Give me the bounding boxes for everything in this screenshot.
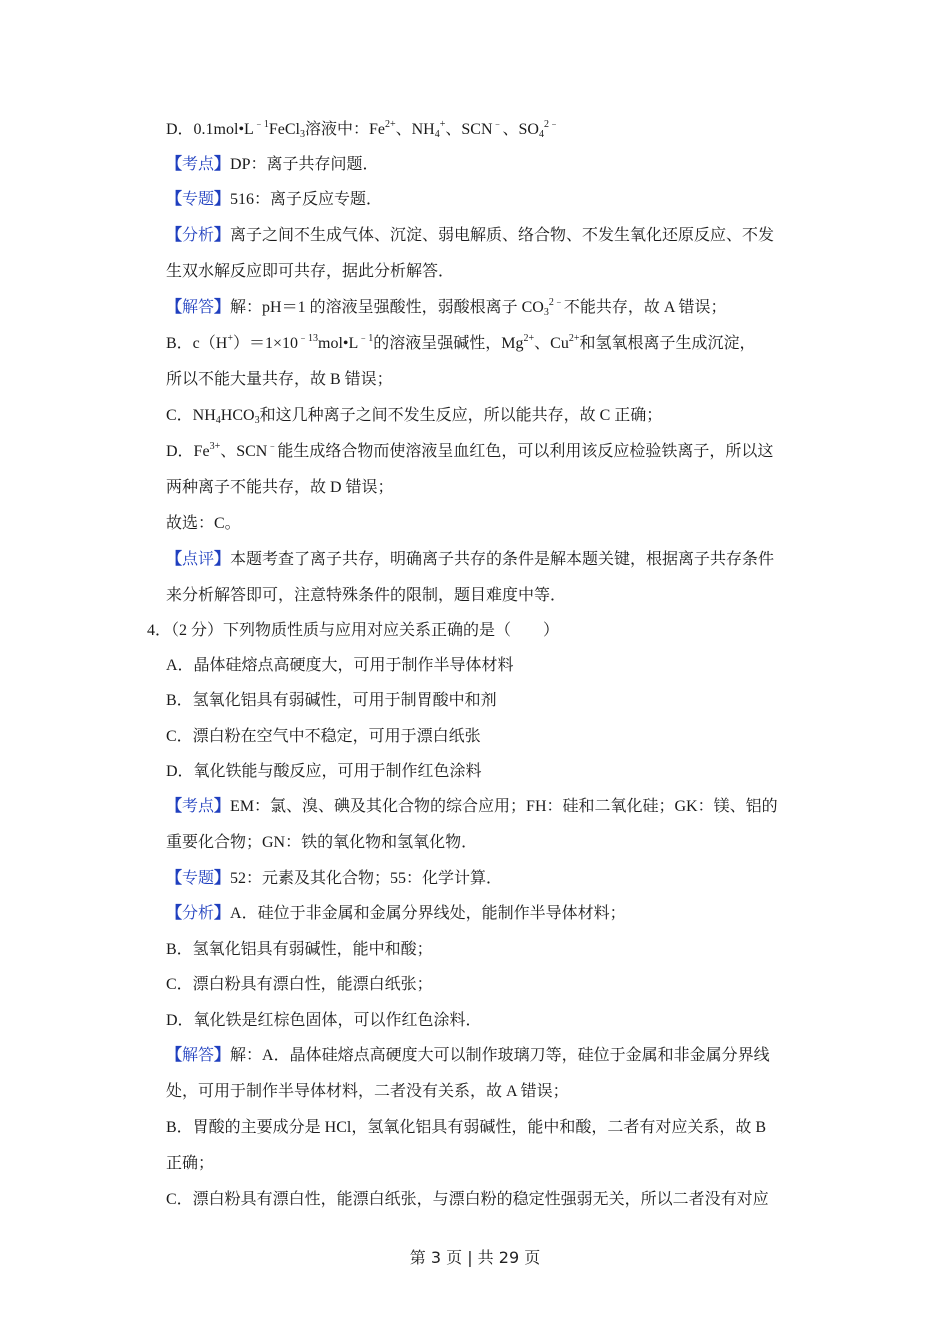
q4-fenxi: 【分析】A．硅位于非金属和金属分界线处，能制作半导体材料； [166, 905, 626, 922]
q3-option-d: D．$0.1mol•L^{﹣1}FeCl_3$溶液中：$Fe^{2+}$、$NH_4^+$、SCN﹣、$SO_4^{2﹣}$ [166, 119, 559, 140]
q4-option-a: A．晶体硅熔点高硬度大，可用于制作半导体材料 [166, 657, 514, 674]
q4-fenxi-c: C．漂白粉具有漂白性，能漂白纸张； [166, 976, 433, 993]
q3-jieda: 【解答】解：pH＝1 的溶液呈强酸性，弱酸根离子 $CO_3^{2﹣}$不能共存，故 A 错误； [166, 297, 727, 318]
page-footer: 第 3 页 | 共 29 页 [409, 1248, 541, 1267]
q4-jieda-a-cont: 处，可用于制作半导体材料，二者没有关系，故 A 错误； [166, 1083, 569, 1100]
q3-jieda-d-cont: 两种离子不能共存，故 D 错误； [166, 479, 394, 496]
label-dianping: 【点评】 [166, 551, 231, 568]
q3-kaodian: 【考点】DP：离子共存问题． [166, 156, 379, 173]
q3-zhuanti: 【专题】516：离子反应专题． [166, 191, 383, 208]
label-zhuanti: 【专题】 [166, 191, 231, 208]
q3-dianping-cont: 来分析解答即可，注意特殊条件的限制，题目难度中等． [166, 587, 567, 604]
label-fenxi: 【分析】 [166, 227, 231, 244]
label-jieda: 【解答】 [166, 299, 231, 316]
q4-kaodian-cont: 重要化合物；GN：铁的氧化物和氢氧化物． [166, 834, 478, 851]
q3-dianping: 【点评】本题考查了离子共存，明确离子共存的条件是解本题关键，根据离子共存条件 [166, 551, 775, 568]
q3-jieda-c: C．$NH_4HCO_3$和这几种离子之间不发生反应，所以能共存，故 C 正确； [166, 407, 663, 426]
q4-zhuanti: 【专题】52：元素及其化合物；55：化学计算． [166, 870, 503, 887]
q4-stem: 4．（2 分）下列物质性质与应用对应关系正确的是（ ） [147, 622, 560, 639]
q4-jieda-b-cont: 正确； [166, 1155, 215, 1172]
q4-jieda-c: C．漂白粉具有漂白性，能漂白纸张，与漂白粉的稳定性强弱无关，所以二者没有对应 [166, 1191, 769, 1208]
q4-option-d: D．氧化铁能与酸反应，可用于制作红色涂料 [166, 763, 482, 780]
q3-answer: 故选：C。 [166, 515, 241, 532]
q4-kaodian: 【考点】EM：氯、溴、碘及其化合物的综合应用；FH：硅和二氧化硅；GK：镁、铝的 [166, 798, 778, 815]
q3-fenxi-cont: 生双水解反应即可共存，据此分析解答． [166, 263, 455, 280]
q4-option-b: B．氢氧化铝具有弱碱性，可用于制胃酸中和剂 [166, 692, 497, 709]
q3-jieda-b-cont: 所以不能大量共存，故 B 错误； [166, 371, 393, 388]
label-zhuanti: 【专题】 [166, 870, 231, 887]
q4-jieda: 【解答】解：A．晶体硅熔点高硬度大可以制作玻璃刀等，硅位于金属和非金属分界线 [166, 1047, 770, 1064]
q4-jieda-b: B．胃酸的主要成分是 HCl，氢氧化铝具有弱碱性，能中和酸，二者有对应关系，故 B [166, 1119, 767, 1136]
label-kaodian: 【考点】 [166, 156, 231, 173]
q3-jieda-d: D．$Fe^{3+}$、SCN﹣能生成络合物而使溶液呈血红色，可以利用该反应检验铁离子，所以这 [166, 441, 774, 460]
q4-fenxi-b: B．氢氧化铝具有弱碱性，能中和酸； [166, 941, 433, 958]
q3-jieda-b: B．$c(H^+)=1\times 10^{﹣13}mol•L^{﹣1}$的溶液呈强碱性，$Mg^{2+}$、$Cu^{2+}$和氢氧根离子生成沉淀， [166, 333, 756, 352]
q4-fenxi-d: D．氧化铁是红棕色固体，可以作红色涂料． [166, 1012, 482, 1029]
q4-option-c: C．漂白粉在空气中不稳定，可用于漂白纸张 [166, 728, 481, 745]
label-kaodian: 【考点】 [166, 798, 231, 815]
label-jieda: 【解答】 [166, 1047, 231, 1064]
q3-fenxi: 【分析】离子之间不生成气体、沉淀、弱电解质、络合物、不发生氧化还原反应、不发 [166, 227, 775, 244]
label-fenxi: 【分析】 [166, 905, 231, 922]
